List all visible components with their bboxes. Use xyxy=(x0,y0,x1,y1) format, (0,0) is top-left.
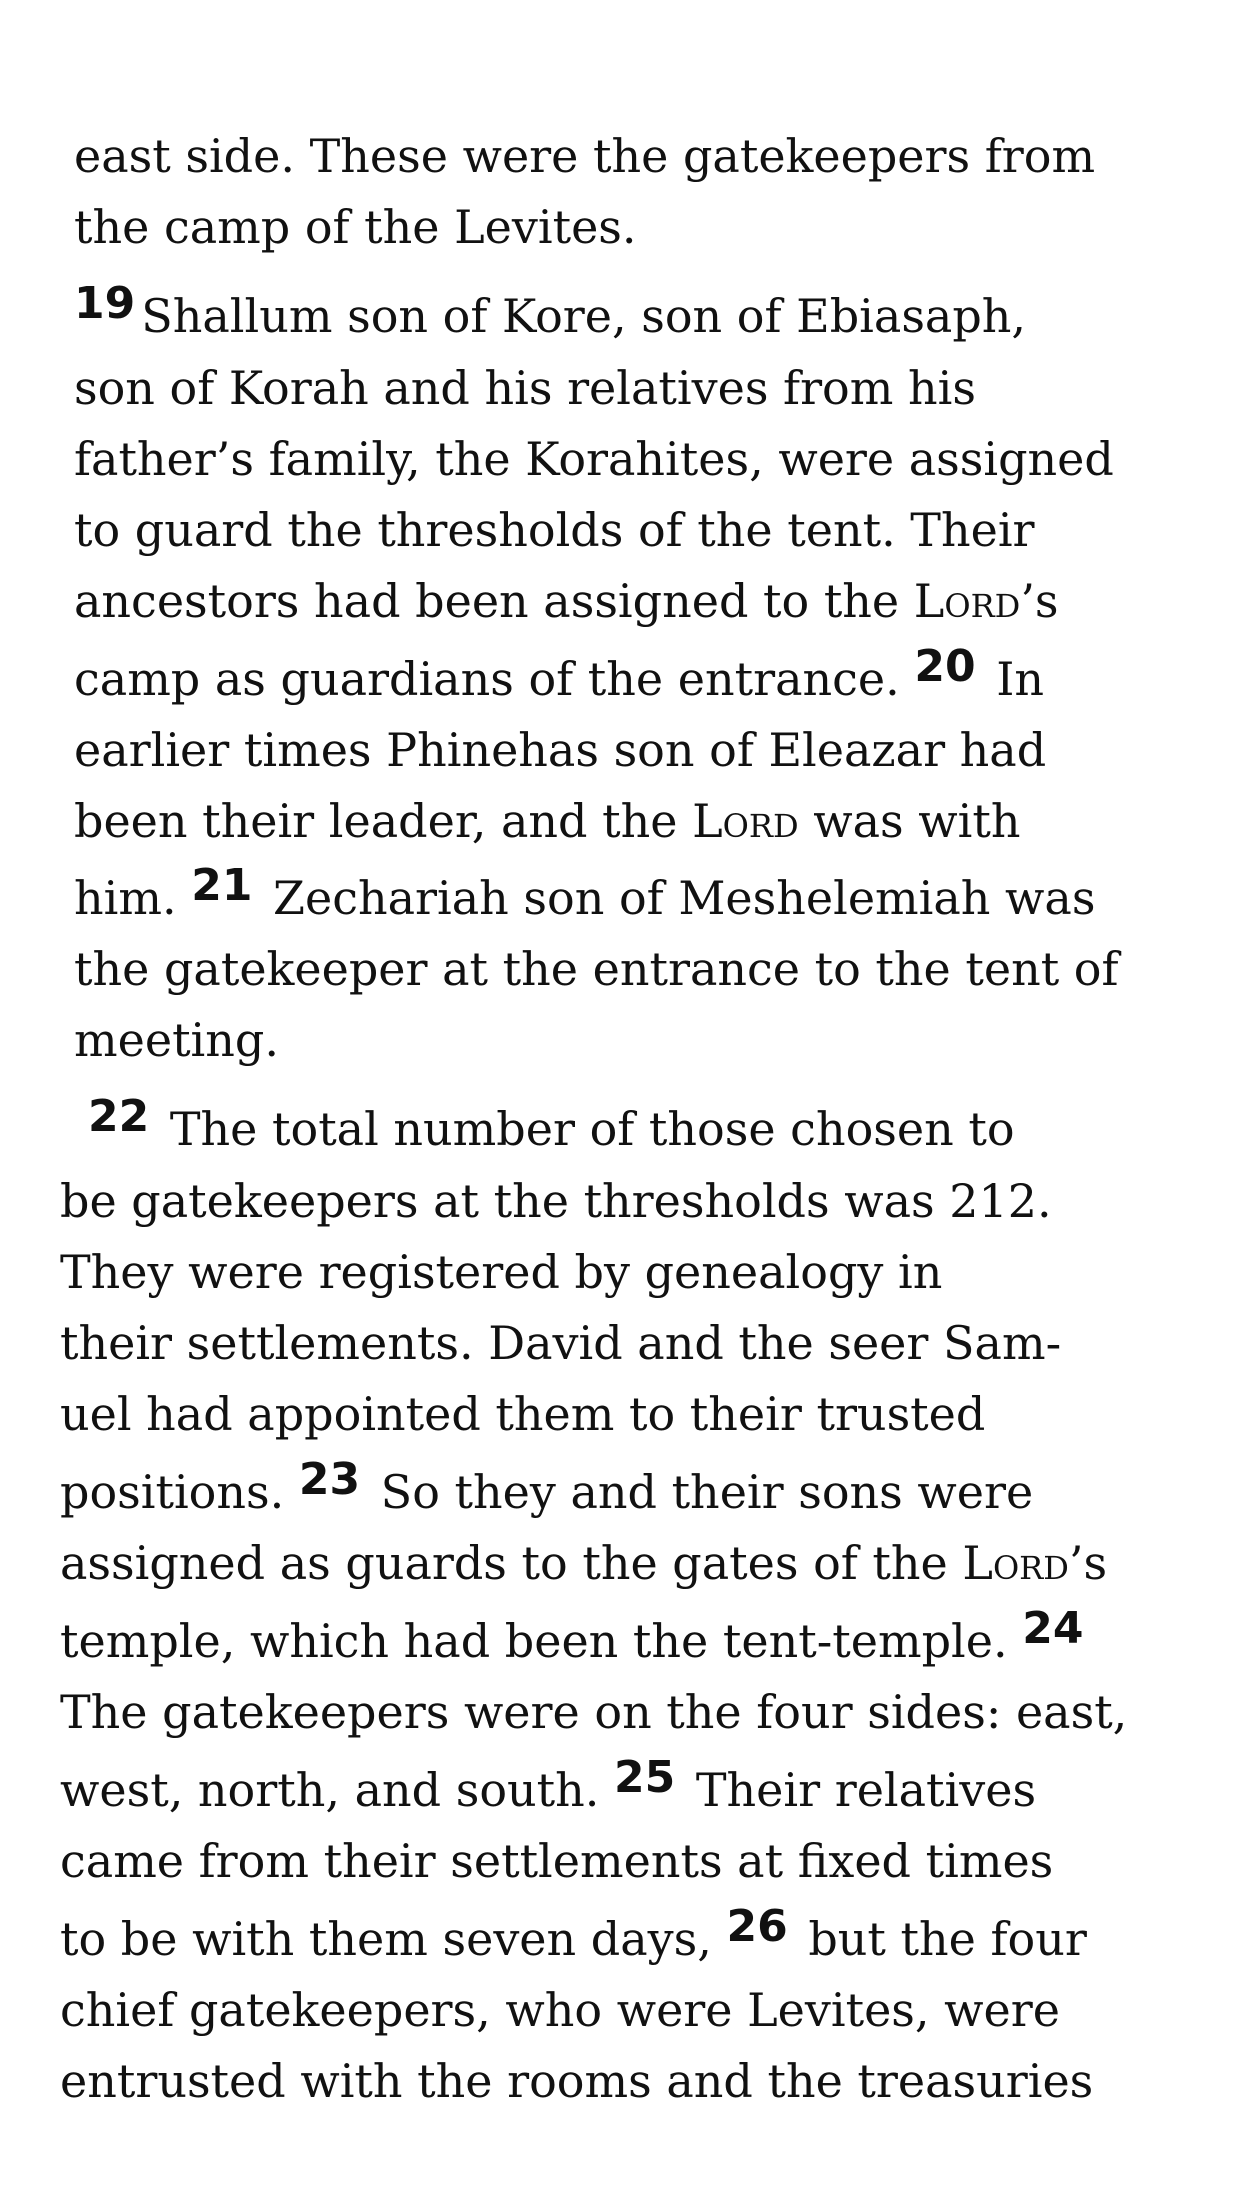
text-line: their settlements. David and the seer Sam- xyxy=(60,1316,1062,1370)
text-line: assigned as guards to the gates of the Lord’s xyxy=(60,1536,1108,1590)
text-line: the camp of the Levites. xyxy=(74,200,637,254)
divine-name: Lord xyxy=(913,574,1021,628)
verse-number-22: 22 xyxy=(88,1091,150,1142)
text-line: 19 Shallum son of Kore, son of Ebiasaph, xyxy=(74,278,1027,343)
text-line: earlier times Phinehas son of Eleazar had xyxy=(74,723,1047,777)
text-line: 22 The total number of those chosen to xyxy=(88,1091,1015,1156)
text-line: east side. These were the gatekeepers from xyxy=(74,129,1096,183)
verse-number-24: 24 xyxy=(1022,1603,1084,1654)
text-line: him. 21 Zechariah son of Meshelemiah was xyxy=(74,860,1096,925)
text-line: The gatekeepers were on the four sides: east, xyxy=(60,1685,1128,1739)
verse-number-26: 26 xyxy=(726,1901,788,1952)
verse-number-21: 21 xyxy=(191,860,253,911)
text-line: came from their settlements at fixed times xyxy=(60,1834,1054,1888)
text-line: son of Korah and his relatives from his xyxy=(74,361,976,415)
text-line: temple, which had been the tent-temple. 24 xyxy=(60,1603,1084,1668)
text-line: the gatekeeper at the entrance to the tent of xyxy=(74,942,1119,996)
text-line: uel had appointed them to their trusted xyxy=(60,1387,986,1441)
text-line: to be with them seven days, 26 but the four xyxy=(60,1901,1087,1966)
text-line: meeting. xyxy=(74,1013,279,1067)
text-line: camp as guardians of the entrance. 20 In xyxy=(74,641,1045,706)
text-line: positions. 23 So they and their sons were xyxy=(60,1454,1034,1519)
text-line: been their leader, and the Lord was with xyxy=(74,794,1021,848)
text-line: entrusted with the rooms and the treasuries xyxy=(60,2054,1094,2108)
verse-number-20: 20 xyxy=(914,641,976,692)
text-line: west, north, and south. 25 Their relatives xyxy=(60,1752,1037,1817)
divine-name: Lord xyxy=(692,794,799,848)
text-line: ancestors had been assigned to the Lord’s xyxy=(74,574,1059,628)
text-line: They were registered by genealogy in xyxy=(60,1245,943,1299)
verse-number-25: 25 xyxy=(614,1752,676,1803)
verse-number-23: 23 xyxy=(298,1454,361,1505)
text-line: chief gatekeepers, who were Levites, were xyxy=(60,1983,1060,2037)
divine-name: Lord xyxy=(962,1536,1069,1590)
text-line: be gatekeepers at the thresholds was 212. xyxy=(60,1174,1052,1228)
text-line: to guard the thresholds of the tent. Their xyxy=(74,503,1035,557)
verse-number-19: 19 xyxy=(74,278,136,329)
text-line: father’s family, the Korahites, were assigned xyxy=(74,432,1114,486)
